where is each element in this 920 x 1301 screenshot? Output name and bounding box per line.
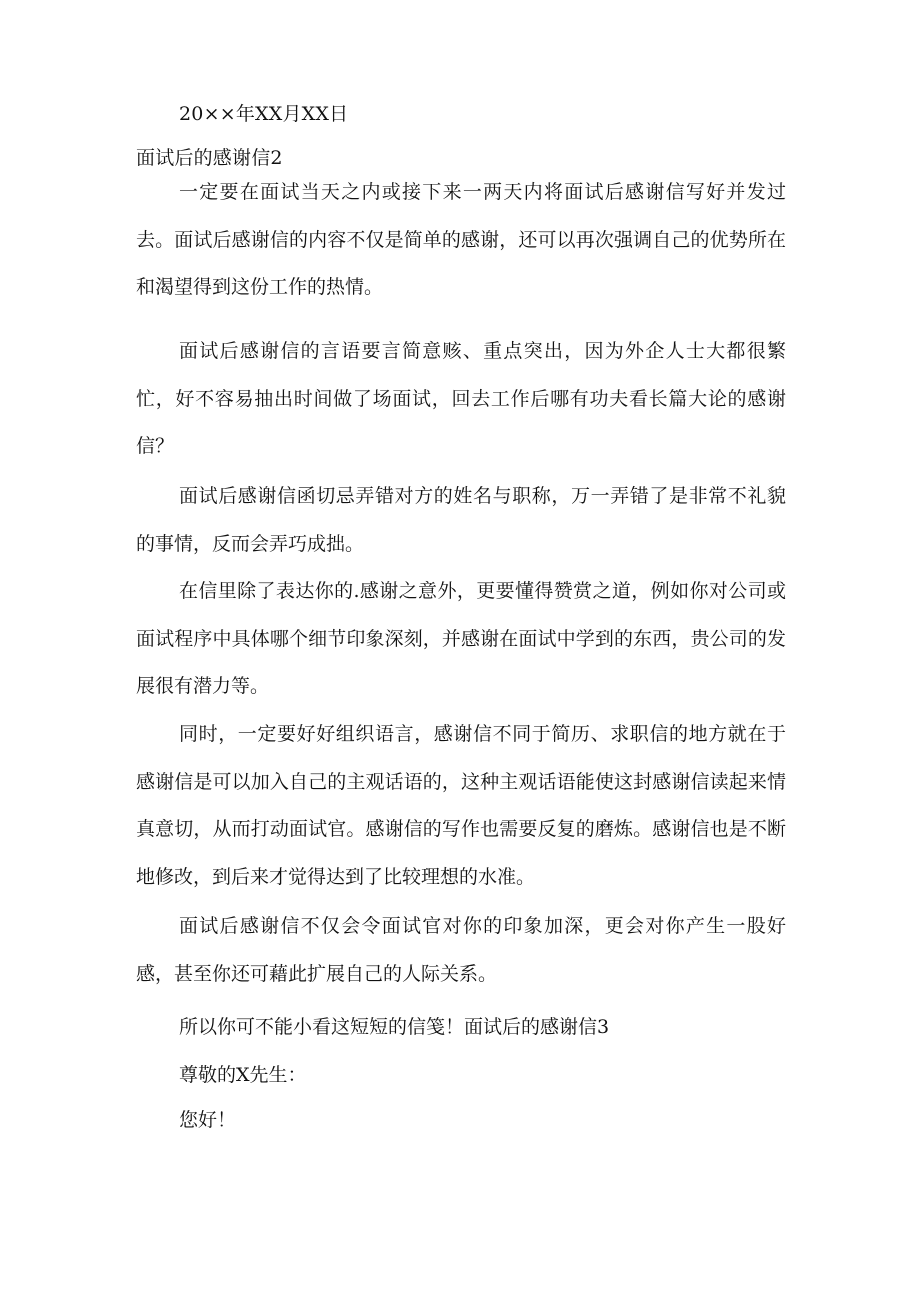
- closing-line: 所以你可不能小看这短短的信笺！面试后的感谢信3: [179, 1016, 610, 1038]
- paragraph-4: 在信里除了表达你的.感谢之意外，更要懂得赞赏之道，例如你对公司或面试程序中具体哪个细节印象深刻，并感谢在面试中学到的东西，贵公司的发展很有潜力等。: [136, 580, 786, 697]
- paragraph-6: 面试后感谢信不仅会令面试官对你的印象加深，更会对你产生一股好感，甚至你还可藉此扩展自己的人际关系。: [136, 915, 786, 985]
- date-line: 20××年XX月XX日: [179, 103, 349, 125]
- paragraph-3: 面试后感谢信函切忌弄错对方的姓名与职称，万一弄错了是非常不礼貌的事情，反而会弄巧成拙。: [136, 485, 786, 555]
- greeting: 您好！: [179, 1109, 237, 1131]
- paragraph-5: 同时，一定要好好组织语言，感谢信不同于简历、求职信的地方就在于感谢信是可以加入自己的主观话语的，这种主观话语能使这封感谢信读起来情真意切，从而打动面试官。感谢信的写作也需要反复的磨炼。感谢信也是不断地修改，到后来才觉得达到了比较理想的水准。: [136, 723, 786, 888]
- salutation: 尊敬的X先生：: [179, 1064, 307, 1086]
- section-heading-2: 面试后的感谢信2: [136, 147, 283, 169]
- paragraph-2: 面试后感谢信的言语要言简意赅、重点突出，因为外企人士大都很繁忙，好不容易抽出时间做了场面试，回去工作后哪有功夫看长篇大论的感谢信？: [136, 340, 786, 457]
- paragraph-1: 一定要在面试当天之内或接下来一两天内将面试后感谢信写好并发过去。面试后感谢信的内容不仅是简单的感谢，还可以再次强调自己的优势所在和渴望得到这份工作的热情。: [136, 181, 786, 298]
